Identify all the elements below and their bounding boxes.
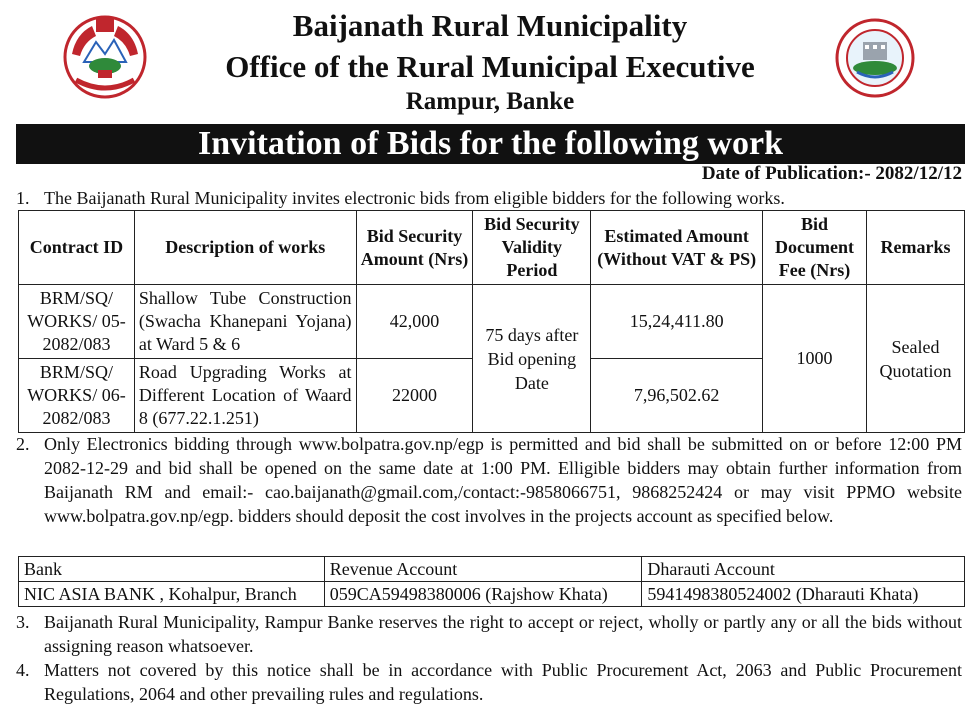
security-validity-cell: 75 days after Bid opening Date [473, 285, 591, 433]
item-text: Baijanath Rural Municipality, Rampur Banke reserves the right to accept or reject, wholly or partly any or all the bids without assigning reason whatsoever. [44, 612, 962, 656]
office-location: Rampur, Banke [405, 88, 575, 115]
municipality-seal-logo [835, 18, 915, 98]
dharauti-account-header: Dharauti Account [642, 557, 965, 582]
remarks-cell: Sealed Quotation [867, 285, 965, 433]
estimated-amount-cell: 15,24,411.80 [591, 285, 763, 359]
revenue-account-header: Revenue Account [324, 557, 642, 582]
bank-header: Bank [19, 557, 325, 582]
table-row [19, 582, 965, 607]
col-header-security-amount: Bid Security Amount (Nrs) [356, 211, 473, 285]
revenue-account-cell: 059CA59498380006 (Rajshow Khata) [324, 582, 642, 607]
notice-header [0, 0, 980, 122]
contract-id-cell: BRM/SQ/ WORKS/ 06-2082/083 [19, 359, 135, 433]
dharauti-account-cell: 5941498380524002 (Dharauti Khata) [642, 582, 965, 607]
item-number: 4. [16, 660, 30, 680]
bid-table [18, 210, 965, 433]
doc-fee-cell: 1000 [763, 285, 867, 433]
item-text: Matters not covered by this notice shall be in accordance with Public Procurement Act, 2063 and Public Procurement Regulations, 2064 and other prevailing rules and regulations. [44, 660, 962, 704]
item-number: 1. [16, 188, 30, 208]
bank-account-table [18, 556, 965, 607]
col-header-contract-id: Contract ID [19, 211, 135, 285]
description-cell: Road Upgrading Works at Different Location of Waard 8 (677.22.1.251) [134, 359, 356, 433]
bank-table-header-row [19, 557, 965, 582]
col-header-remarks: Remarks [867, 211, 965, 285]
bid-table-header-row [19, 211, 965, 285]
item-text: The Baijanath Rural Municipality invites electronic bids from eligible bidders for the following works. [44, 188, 785, 208]
description-cell: Shallow Tube Construction (Swacha Khanepani Yojana) at Ward 5 & 6 [134, 285, 356, 359]
col-header-description: Description of works [134, 211, 356, 285]
bank-name-cell: NIC ASIA BANK , Kohalpur, Branch [19, 582, 325, 607]
col-header-security-validity: Bid Security Validity Period [473, 211, 591, 285]
notice-item-3 [16, 610, 962, 658]
contract-id-cell: BRM/SQ/ WORKS/ 05-2082/083 [19, 285, 135, 359]
municipality-name: Baijanath Rural Municipality [292, 8, 688, 43]
col-header-doc-fee: Bid Document Fee (Nrs) [763, 211, 867, 285]
estimated-amount-cell: 7,96,502.62 [591, 359, 763, 433]
item-number: 3. [16, 612, 30, 632]
notice-item-1 [16, 186, 962, 210]
notice-item-4 [16, 658, 962, 706]
col-header-estimated-amount: Estimated Amount (Without VAT & PS) [591, 211, 763, 285]
item-number: 2. [16, 434, 30, 454]
notice-banner: Invitation of Bids for the following work [16, 124, 965, 164]
publication-date: Date of Publication:- 2082/12/12 [701, 163, 962, 184]
table-row [19, 285, 965, 359]
security-amount-cell: 42,000 [356, 285, 473, 359]
security-amount-cell: 22000 [356, 359, 473, 433]
item-text: Only Electronics bidding through www.bolpatra.gov.np/egp is permitted and bid shall be submitted on or before 12:00 PM 2082-12-29 and bid shall be opened on the same date at 1:00 PM. Elligible bidders may obtain further information from Baijanath RM and email:- cao.baijanath@gmail.com,/contact:-9858066751, 9868252424 or may visit PPMO website www.bolpatra.gov.np/egp. bidders should deposit the cost involves in the projects account as specified below. [44, 434, 962, 526]
notice-item-2 [16, 432, 962, 528]
office-name: Office of the Rural Municipal Executive [225, 49, 755, 84]
